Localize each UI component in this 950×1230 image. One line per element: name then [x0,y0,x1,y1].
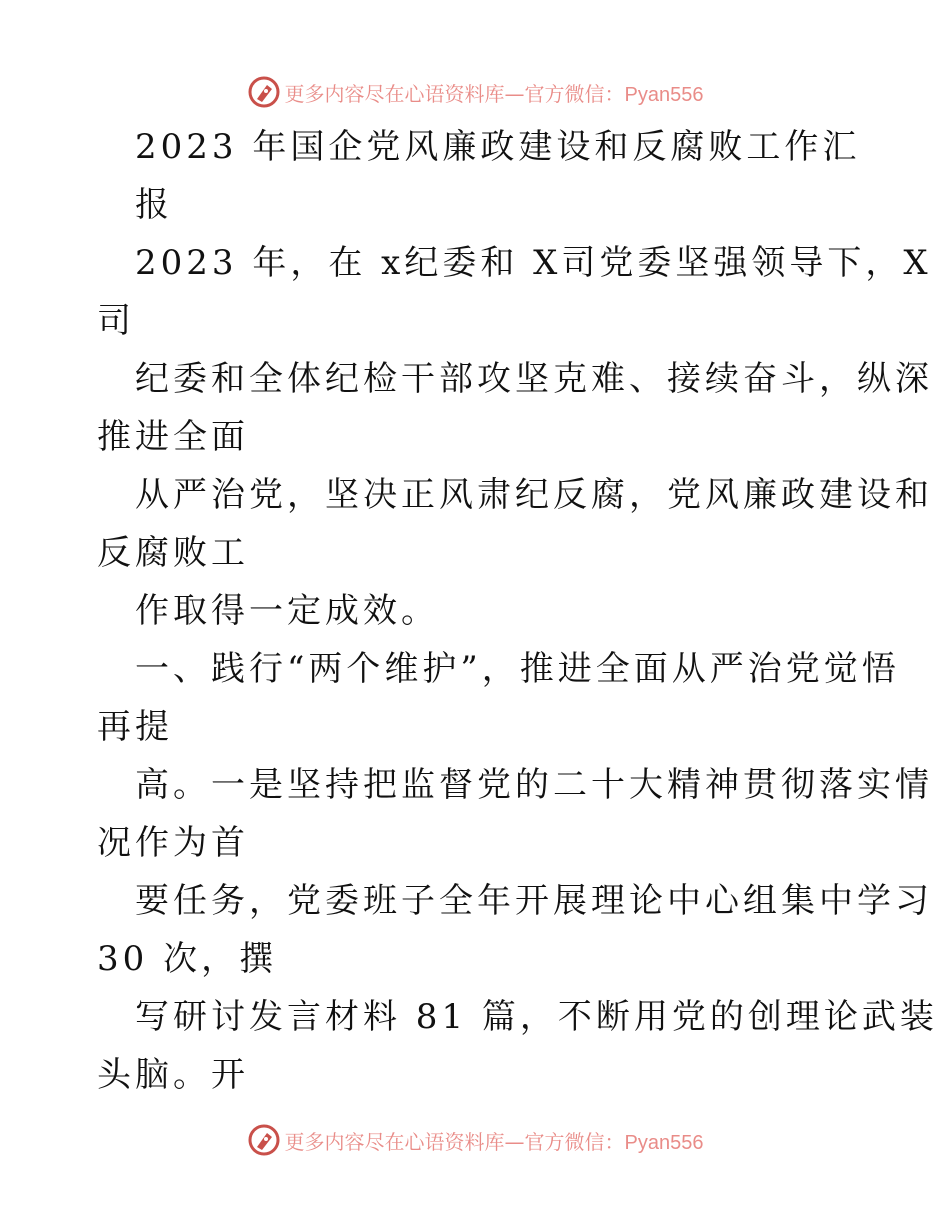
paragraph-line: 纪委和全体纪检干部攻坚克难、接续奋斗，纵深 [135,359,933,399]
paragraph-line: 从严治党，坚决正风肃纪反腐，党风廉政建设和 [135,475,933,515]
paragraph-line: 作取得一定成效。 [135,591,439,631]
footer-banner-text: 更多内容尽在心语资料库—官方微信： [284,1129,625,1154]
paragraph-line: 反腐败工 [97,533,249,573]
header-banner-text: 更多内容尽在心语资料库—官方微信： [284,81,625,106]
pen-nib-circle-icon [247,75,281,109]
document-body [97,118,938,1104]
document-title-line-2: 报 [135,185,173,225]
document-title-line-1: 2023 年国企党风廉政建设和反腐败工作汇 [135,127,861,167]
paragraph-line: 司 [97,301,135,341]
paragraph-line: 高。一是坚持把监督党的二十大精神贯彻落实情 [135,765,933,805]
paragraph-line: 写研讨发言材料 81 篇，不断用党的创理论武装 [135,997,938,1037]
paragraph-line: 2023 年，在 x纪委和 X司党委坚强领导下，X [135,243,932,283]
paragraph-line: 头脑。开 [97,1055,249,1095]
header-banner [0,72,950,112]
paragraph-line: 再提 [97,707,173,747]
header-banner-id: Pyan556 [624,83,704,106]
paragraph-line: 要任务，党委班子全年开展理论中心组集中学习 [135,881,933,921]
paragraph-line: 推进全面 [97,417,249,457]
footer-banner [0,1120,950,1160]
pen-nib-circle-icon [247,1123,281,1157]
paragraph-line: 30 次，撰 [97,939,278,979]
section-heading-line: 一、践行“两个维护”，推进全面从严治党觉悟 [135,649,900,689]
footer-banner-id: Pyan556 [624,1131,704,1154]
paragraph-line: 况作为首 [97,823,249,863]
